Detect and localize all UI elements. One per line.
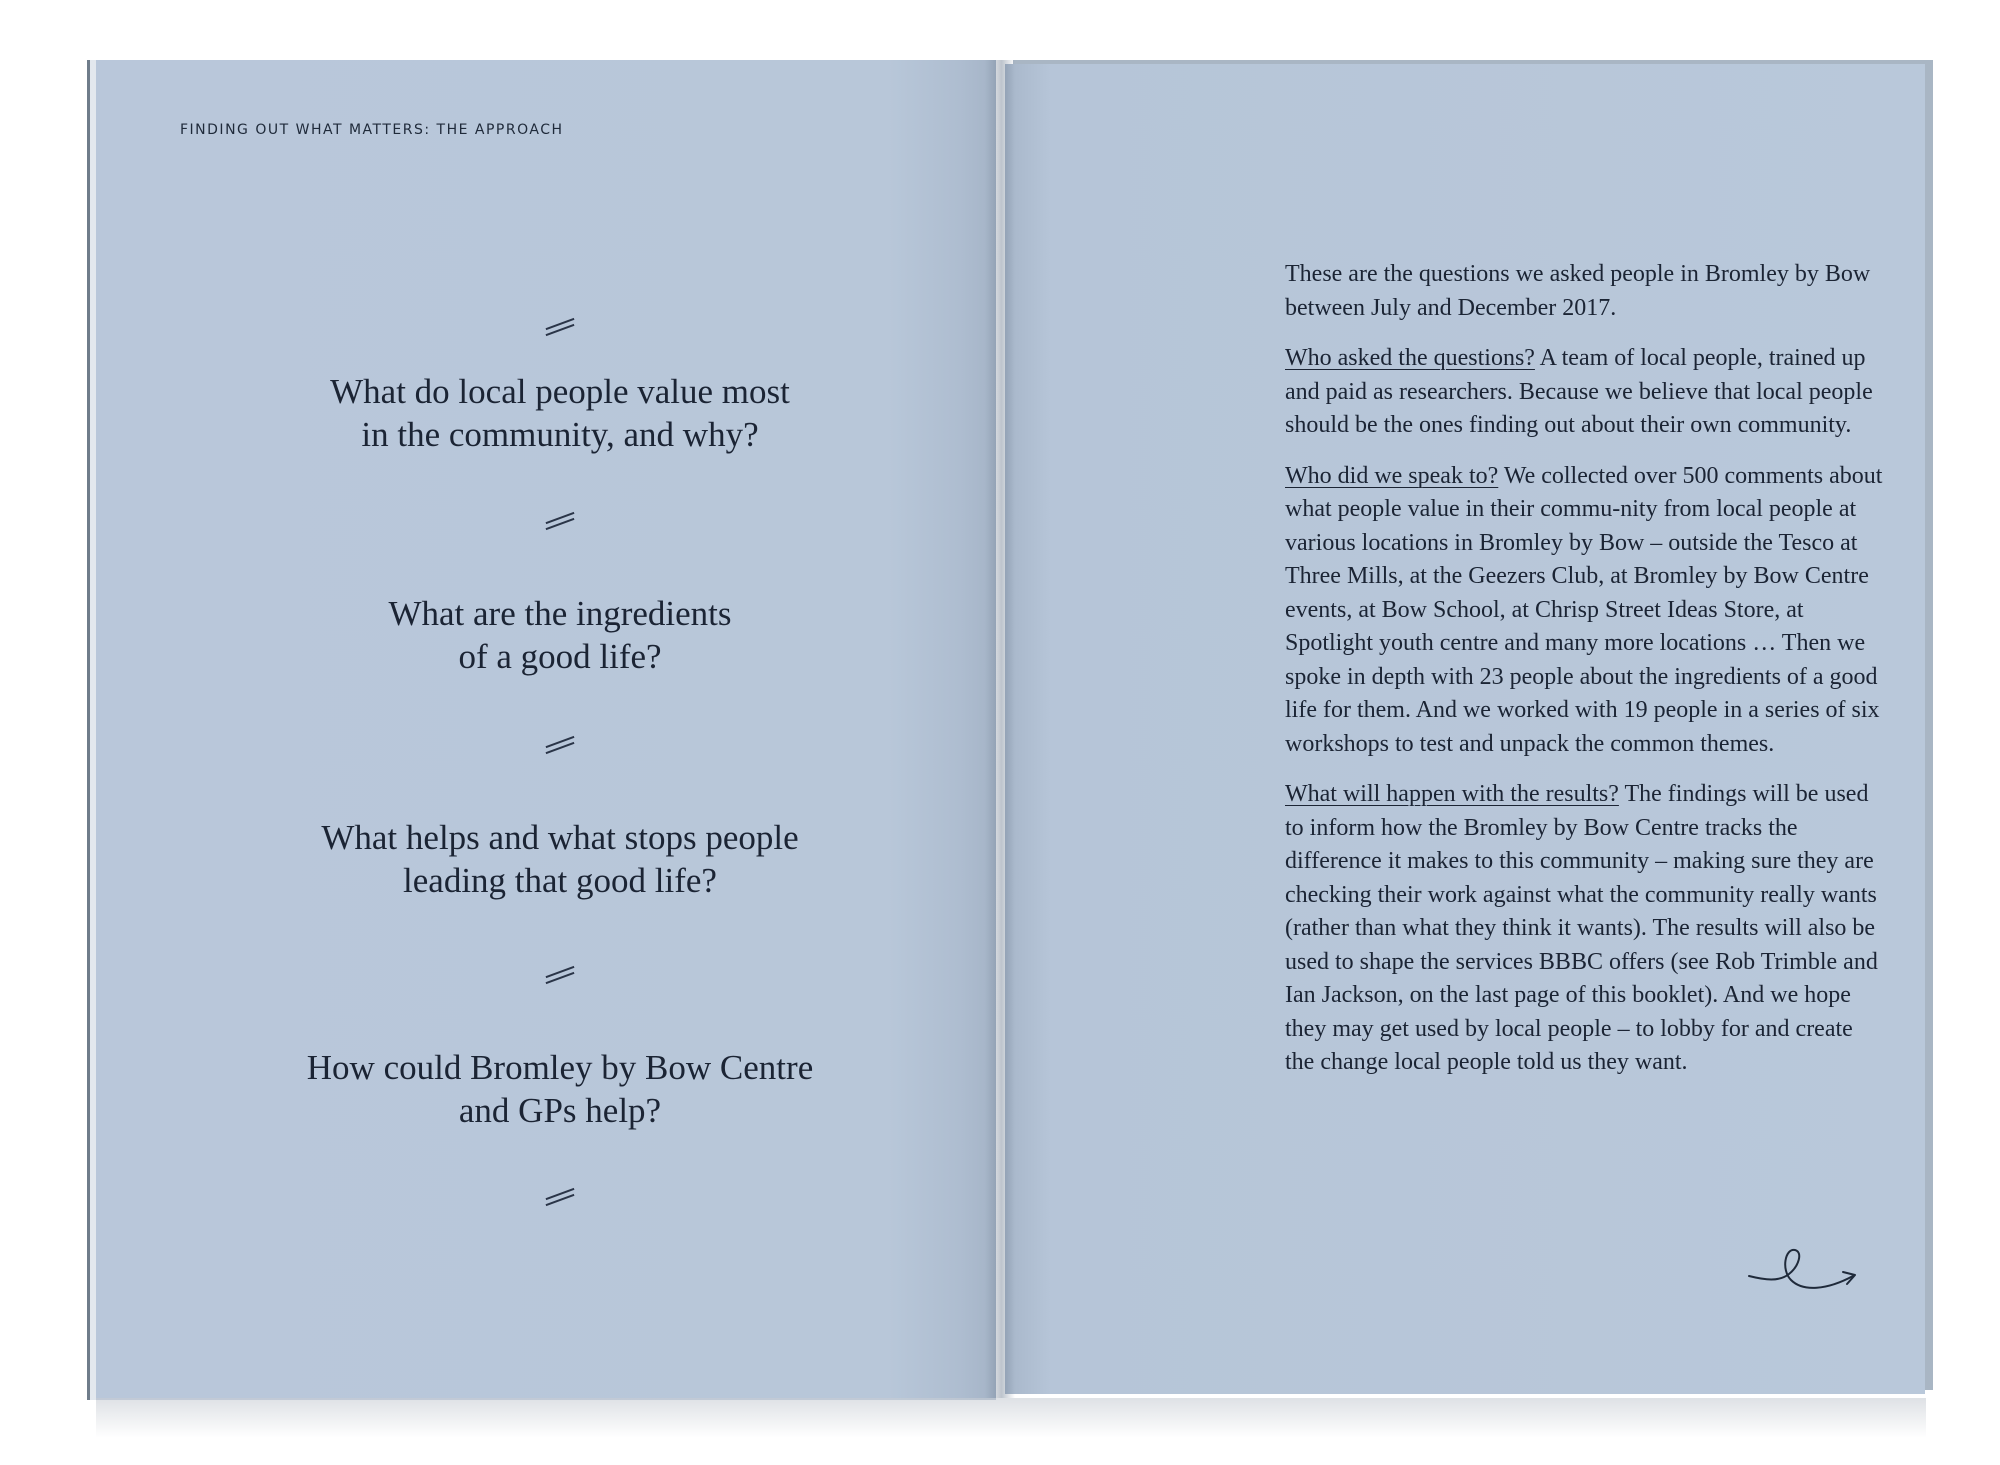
intro-paragraph: These are the questions we asked people in Bromley by Bow between July and December 2017. xyxy=(1285,261,1871,321)
question-2 xyxy=(230,592,890,678)
divider-mark xyxy=(543,738,577,752)
section-results xyxy=(1285,778,1885,1080)
section-question: Who did we speak to? xyxy=(1285,462,1499,489)
section-participants xyxy=(1285,460,1885,762)
question-2-line-1: What are the ingredients xyxy=(388,594,732,633)
body-text xyxy=(1285,258,1885,1097)
section-question: Who asked the questions? xyxy=(1285,345,1535,371)
section-question: What will happen with the results? xyxy=(1285,781,1619,807)
section-answer: A team of local people, trained up and paid as researchers. Because we believe that local people should be the ones finding out about their own community. xyxy=(1285,345,1873,438)
spine-shadow xyxy=(985,60,1015,1398)
section-answer: We collected over 500 comments about what people value in their commu-nity from local people at various locations in Bromley by Bow – outside the Tesco at Three Mills, at the Geezers Club, at Bromley by Bow Centre events, at Bow School, at Chrisp Street Ideas Store, at Spotlight youth centre and many more locations … Then we spoke in depth with 23 people about the ingredients of a good life for them. And we worked with 19 people in a series of six workshops to test and unpack the common themes. xyxy=(1285,462,1883,757)
question-3 xyxy=(230,816,890,902)
turn-page-arrow-icon xyxy=(1745,1240,1865,1300)
question-list xyxy=(230,320,890,1204)
question-1-line-2: in the community, and why? xyxy=(361,415,759,454)
divider-mark xyxy=(543,1190,577,1204)
question-4 xyxy=(230,1046,890,1132)
question-1 xyxy=(230,370,890,456)
question-1-line-1: What do local people value most xyxy=(330,372,790,411)
bottom-shadow xyxy=(96,1398,1926,1438)
question-2-line-2: of a good life? xyxy=(458,637,662,676)
question-4-line-1: How could Bromley by Bow Centre xyxy=(306,1048,814,1087)
running-head: FINDING OUT WHAT MATTERS: THE APPROACH xyxy=(180,122,564,138)
divider-mark xyxy=(543,968,577,982)
question-3-line-1: What helps and what stops people xyxy=(321,818,799,857)
section-researchers xyxy=(1285,342,1885,443)
divider-mark xyxy=(543,320,577,334)
question-4-line-2: and GPs help? xyxy=(458,1091,662,1130)
question-3-line-2: leading that good life? xyxy=(403,861,717,900)
divider-mark xyxy=(543,514,577,528)
section-answer: The findings will be used to inform how the Bromley by Bow Centre tracks the difference it makes to this community – making sure they are checking their work against what the community really wants (rather than what they think it wants). The results will also be used to shape the services BBBC offers (see Rob Trimble and Ian Jackson, on the last page of this booklet). And we hope they may get used by local people – to lobby for and create the change local people told us they want. xyxy=(1285,781,1878,1075)
